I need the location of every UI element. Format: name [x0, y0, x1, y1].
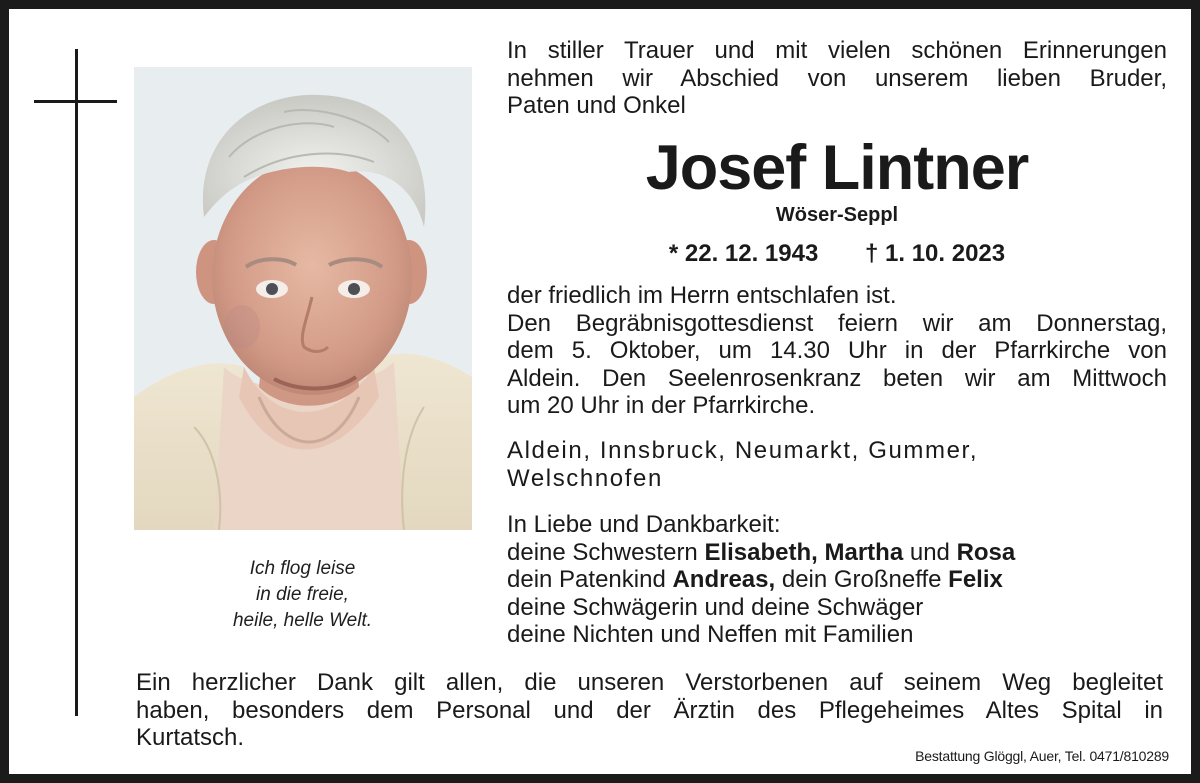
passing-line: der friedlich im Herrn entschlafen ist. — [507, 282, 897, 309]
family-name-bold: Elisabeth, Martha — [704, 538, 904, 566]
family-sisters — [507, 539, 1167, 567]
family-godchild — [507, 566, 1167, 594]
family-name-bold: Felix — [948, 566, 1003, 593]
verse — [169, 556, 436, 634]
thanks-line: Kurtatsch. — [136, 724, 245, 751]
family-inlaws: deine Schwägerin und deine Schwäger — [507, 593, 924, 621]
family-text: dein Großneffe — [775, 566, 949, 593]
funeral-text — [507, 282, 1167, 420]
portrait-photo — [134, 67, 472, 530]
thanks-line: Ein herzlicher Dank gilt allen, die unseren Verstorbenen auf seinem Weg begleitet — [136, 669, 1163, 696]
verse-line: in die freie, — [256, 584, 349, 605]
family-name-bold: Rosa — [956, 538, 1016, 566]
life-dates — [507, 238, 1167, 270]
family-heading: In Liebe und Dankbarkeit: — [507, 511, 781, 538]
family-nieces: deine Nichten und Neffen mit Familien — [507, 621, 914, 648]
cross-horizontal-bar — [34, 100, 117, 103]
intro-line: nehmen wir Abschied von unserem lieben Bruder, — [507, 64, 1167, 92]
intro-line: Paten und Onkel — [507, 92, 686, 119]
thanks-line: haben, besonders dem Personal und der Ärztin des Pflegeheimes Altes Spital in — [136, 696, 1163, 724]
verse-line: Ich flog leise — [249, 558, 356, 579]
family-text: dein Patenkind — [507, 566, 673, 593]
deceased-name: Josef Lintner — [645, 133, 1029, 203]
family-list — [507, 511, 1167, 649]
deceased-nickname: Wöser-Seppl — [775, 204, 899, 226]
family-text: deine Schwestern — [507, 538, 705, 566]
funeral-line: um 20 Uhr in der Pfarrkirche. — [507, 392, 816, 419]
cross-vertical-bar — [75, 49, 78, 716]
thanks-text — [136, 669, 1163, 752]
verse-line: heile, helle Welt. — [232, 610, 373, 631]
birth-date: * 22. 12. 1943 — [668, 240, 819, 267]
family-name-bold: Andreas, — [672, 566, 776, 593]
funeral-line: Den Begräbnisgottesdienst feiern wir am Donnerstag, — [507, 309, 1167, 337]
undertaker-contact: Bestattung Glöggl, Auer, Tel. 0471/810289 — [915, 748, 1169, 764]
intro-text — [507, 37, 1167, 120]
portrait-illustration — [134, 67, 472, 530]
places-list — [507, 437, 1127, 492]
funeral-line: dem 5. Oktober, um 14.30 Uhr in der Pfarrkirche von — [507, 337, 1167, 364]
funeral-line: Aldein. Den Seelenrosenkranz beten wir am Mittwoch — [507, 364, 1167, 392]
death-date: † 1. 10. 2023 — [865, 240, 1006, 267]
places-line: Welschnofen — [507, 464, 663, 492]
intro-line: In stiller Trauer und mit vielen schönen Erinnerungen — [507, 37, 1167, 64]
family-text: und — [903, 538, 957, 566]
places-line: Aldein, Innsbruck, Neumarkt, Gummer, — [507, 437, 979, 464]
